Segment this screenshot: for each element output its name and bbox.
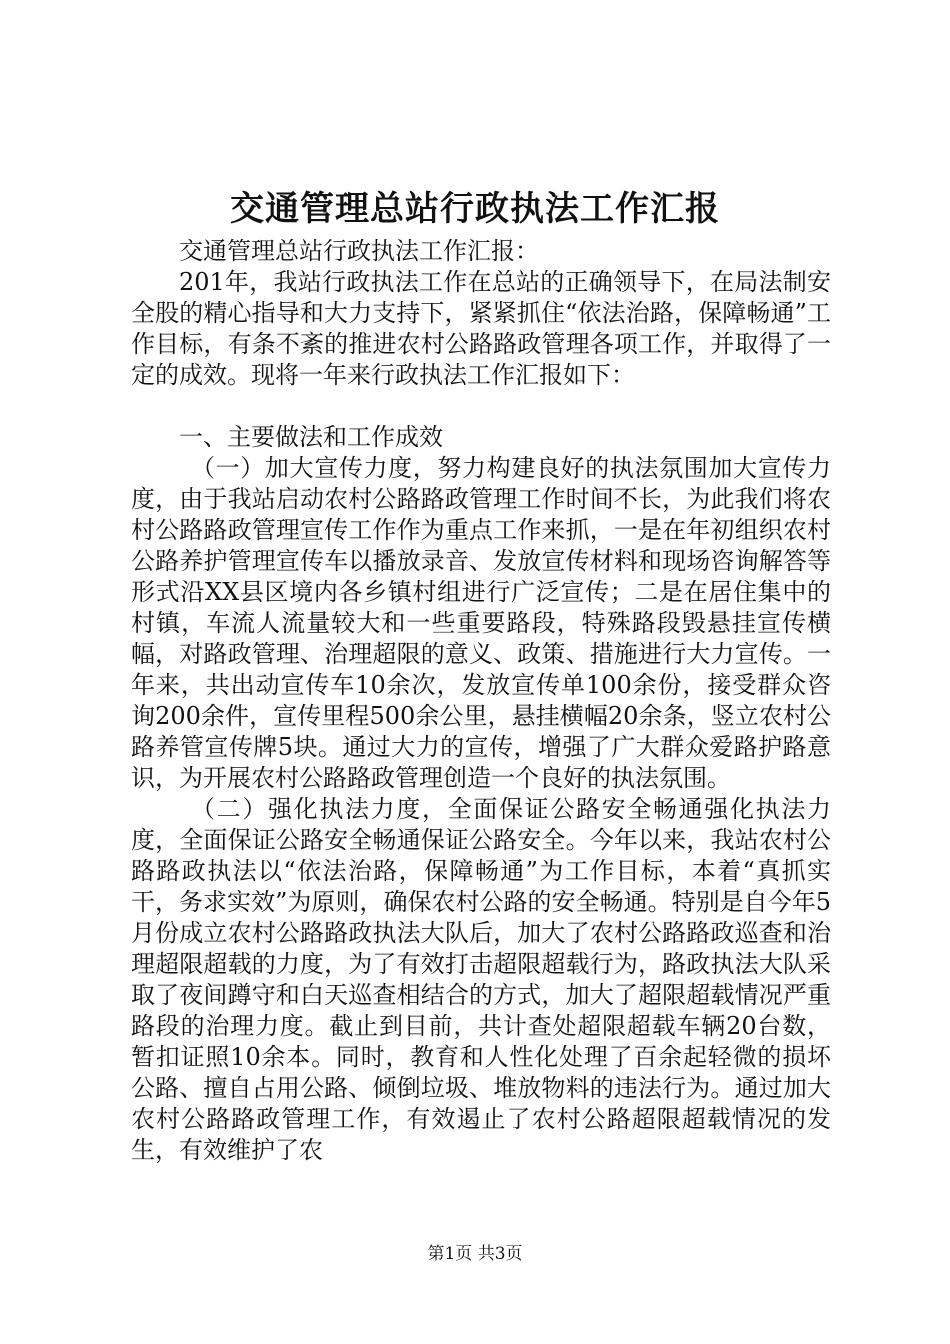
item-1-paragraph: （一）加大宣传力度，努力构建良好的执法氛围加大宣传力度，由于我站启动农村公路路政管理工作时间不长，为此我们将农村公路路政管理宣传工作作为重点工作来抓，一是在年初组织农村公路养护管理宣传车以播放录音、发放宣传材料和现场咨询解答等形式沿XX县区境内各乡镇村组进行广泛宣传；二是在居住集中的村镇，车流人流量较大和一些重要路段，特殊路段毁悬挂宣传横幅，对路政管理、治理超限的意义、政策、措施进行大力宣传。一年来，共出动宣传车10余次，发放宣传单100余份，接受群众咨询200余件，宣传里程500余公里，悬挂横幅20余条，竖立农村公路养管宣传牌5块。通过大力的宣传，增强了广大群众爱路护路意识，为开展农村公路路政管理创造一个良好的执法氛围。: [131, 454, 831, 792]
item-2-paragraph: （二）强化执法力度，全面保证公路安全畅通强化执法力度，全面保证公路安全畅通保证公路安全。今年以来，我站农村公路路政执法以“依法治路，保障畅通”为工作目标，本着“真抓实干，务求实效”为原则，确保农村公路的安全畅通。特别是自今年5月份成立农村公路路政执法大队后，加大了农村公路路政巡查和治理超限超载的力度，为了有效打击超限超载行为，路政执法大队采取了夜间蹲守和白天巡查相结合的方式，加大了超限超载情况严重路段的治理力度。截止到目前，共计查处超限超载车辆20台数，暂扣证照10余本。同时，教育和人性化处理了百余起轻微的损坏公路、擅自占用公路、倾倒垃圾、堆放物料的违法行为。通过加大农村公路路政管理工作，有效遏止了农村公路超限超载情况的发生，有效维护了农: [131, 795, 831, 1164]
section-heading: 一、主要做法和工作成效: [179, 423, 443, 451]
greeting-paragraph: 交通管理总站行政执法工作汇报：: [179, 237, 539, 265]
page-footer: 第1页 共3页: [427, 1244, 523, 1264]
intro-paragraph: 201年，我站行政执法工作在总站的正确领导下，在局法制安全股的精心指导和大力支持下，紧紧抓住“依法治路，保障畅通”工作目标，有条不紊的推进农村公路路政管理各项工作，并取得了一定的成效。现将一年来行政执法工作汇报如下：: [131, 268, 831, 389]
document-body: [131, 236, 831, 1166]
document-title: 交通管理总站行政执法工作汇报: [230, 189, 720, 229]
paragraph-gap: [131, 391, 831, 422]
